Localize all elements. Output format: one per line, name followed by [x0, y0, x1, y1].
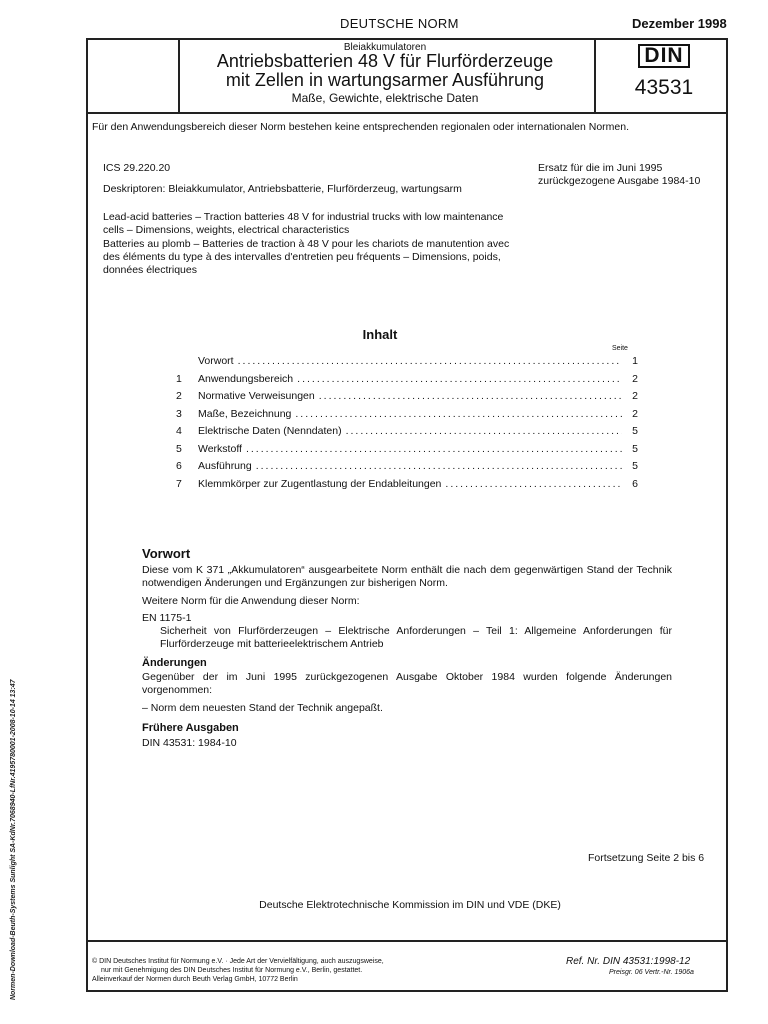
toc-title: Klemmkörper zur Zugentlastung der Endableitungen: [198, 477, 442, 490]
toc-title: Anwendungsbereich: [198, 372, 294, 385]
download-watermark: Normen-Download-Beuth-Systems Sunlight SA-KdNr.7068940-LfNr.4195780001-2008-10-14 13:47: [10, 679, 17, 1000]
header-divider: [88, 112, 726, 114]
toc-entry[interactable]: [176, 373, 638, 391]
toc-leader-dots: [238, 355, 622, 367]
title-line-2: mit Zellen in wartungsarmer Ausführung: [225, 70, 545, 90]
copyright-notice: [92, 957, 384, 984]
replacement-line-1: Ersatz für die im Juni 1995: [538, 162, 663, 174]
reference-code: EN 1175-1: [142, 612, 192, 624]
toc-leader-dots: [246, 443, 622, 455]
toc-entry[interactable]: [176, 443, 638, 461]
table-of-contents: [176, 355, 638, 495]
toc-page: 2: [632, 407, 638, 420]
vorwort-further-norm: Weitere Norm für die Anwendung dieser Norm:: [142, 595, 360, 607]
din-number: 43531: [634, 76, 694, 99]
toc-page: 1: [632, 355, 638, 367]
title-line-1: Antriebsbatterien 48 V für Flurförderzeuge: [216, 51, 554, 71]
toc-title: Werkstoff: [198, 442, 242, 455]
dke-committee: Deutsche Elektrotechnische Kommission im DIN und VDE (DKE): [259, 899, 561, 911]
fruehere-ausgaben-heading: Frühere Ausgaben: [142, 722, 239, 734]
aenderungen-bullet: – Norm dem neuesten Stand der Technik angepaßt.: [142, 702, 383, 714]
toc-number: 2: [176, 390, 182, 402]
toc-heading: Inhalt: [362, 327, 398, 342]
toc-page-label: Seite: [612, 345, 628, 352]
toc-title: Vorwort: [198, 355, 234, 367]
toc-number: 5: [176, 442, 182, 455]
toc-leader-dots: [297, 373, 622, 385]
reference-description: Sicherheit von Flurförderzeugen – Elektrische Anforderungen – Teil 1: Allgemeine Anforderungen für Flurförderzeuge mit batterieelektrischem Antrieb: [160, 625, 672, 650]
toc-number: 7: [176, 477, 182, 490]
toc-leader-dots: [319, 390, 622, 402]
toc-page: 5: [632, 442, 638, 455]
toc-entry[interactable]: [176, 478, 638, 496]
issue-date: Dezember 1998: [632, 16, 727, 31]
toc-entry[interactable]: [176, 355, 638, 373]
title-meta: Maße, Gewichte, elektrische Daten: [291, 91, 479, 105]
title-subtitle: Bleiakkumulatoren: [343, 42, 427, 53]
ics-code: ICS 29.220.20: [103, 162, 171, 174]
toc-entry[interactable]: [176, 390, 638, 408]
toc-title: Ausführung: [198, 460, 252, 472]
toc-title: Elektrische Daten (Nenndaten): [198, 425, 342, 437]
english-title: Lead-acid batteries – Traction batteries 48 V for industrial trucks with low maintenance cells – Dimensions, weights, electrical characteristics: [103, 211, 504, 236]
toc-page: 6: [632, 477, 638, 490]
vorwort-heading: Vorwort: [142, 546, 191, 561]
toc-title: Maße, Bezeichnung: [198, 407, 292, 420]
toc-entry[interactable]: [176, 408, 638, 426]
toc-leader-dots: [445, 478, 622, 490]
aenderungen-text: Gegenüber der im Juni 1995 zurückgezogenen Ausgabe Oktober 1984 wurden folgende Änderungen vorgenommen:: [142, 671, 672, 696]
footer-divider: [88, 940, 726, 942]
continuation-note: Fortsetzung Seite 2 bis 6: [588, 852, 705, 864]
toc-number: 6: [176, 460, 182, 472]
scope-statement: Für den Anwendungsbereich dieser Norm bestehen keine entsprechenden regionalen oder internationalen Normen.: [92, 121, 630, 133]
descriptors: Deskriptoren: Bleiakkumulator, Antriebsbatterie, Flurförderzeug, wartungsarm: [103, 183, 462, 195]
copyright-line-3: Alleinverkauf der Normen durch Beuth Verlag GmbH, 10772 Berlin: [92, 976, 298, 983]
toc-number: 3: [176, 407, 182, 420]
toc-page: 2: [632, 390, 638, 402]
din-logo-text: DIN: [638, 44, 689, 68]
title-right-divider: [594, 40, 596, 112]
toc-page: 5: [632, 460, 638, 472]
reference-number: Ref. Nr. DIN 43531:1998-12: [566, 956, 691, 967]
din-logo: [628, 44, 700, 68]
toc-number: 1: [176, 372, 182, 385]
toc-leader-dots: [256, 460, 622, 472]
toc-number: 4: [176, 425, 182, 437]
aenderungen-heading: Änderungen: [142, 657, 207, 669]
toc-entry[interactable]: [176, 425, 638, 443]
replacement-note: [538, 162, 728, 188]
copyright-line-2: nur mit Genehmigung des DIN Deutsches Institut für Normung e.V., Berlin, gestattet.: [101, 967, 363, 974]
document-title: [180, 52, 590, 90]
toc-page: 2: [632, 372, 638, 385]
copyright-line-1: © DIN Deutsches Institut für Normung e.V. · Jede Art der Vervielfältigung, auch auszugsweise,: [92, 958, 384, 965]
toc-entry[interactable]: [176, 460, 638, 478]
replacement-line-2: zurückgezogene Ausgabe 1984-10: [538, 175, 701, 187]
vorwort-paragraph: Diese vom K 371 „Akkumulatoren“ ausgearbeitete Norm enthält die nach dem gegenwärtigen Stand der Technik notwendigen Änderungen und Ergänzungen zur bisherigen Norm.: [142, 564, 672, 589]
toc-page: 5: [632, 425, 638, 437]
toc-title: Normative Verweisungen: [198, 390, 315, 402]
french-title: Batteries au plomb – Batteries de traction à 48 V pour les chariots de manutention avec des éléments du type à des intervalles d'entretien peu fréquents – Dimensions, poids, données électriques: [103, 238, 510, 276]
fruehere-ausgaben-text: DIN 43531: 1984-10: [142, 737, 237, 749]
price-group: Preisgr. 06 Vertr.-Nr. 1906a: [609, 969, 694, 976]
toc-leader-dots: [295, 408, 622, 420]
document-type-label: DEUTSCHE NORM: [340, 16, 459, 31]
toc-leader-dots: [346, 425, 622, 437]
